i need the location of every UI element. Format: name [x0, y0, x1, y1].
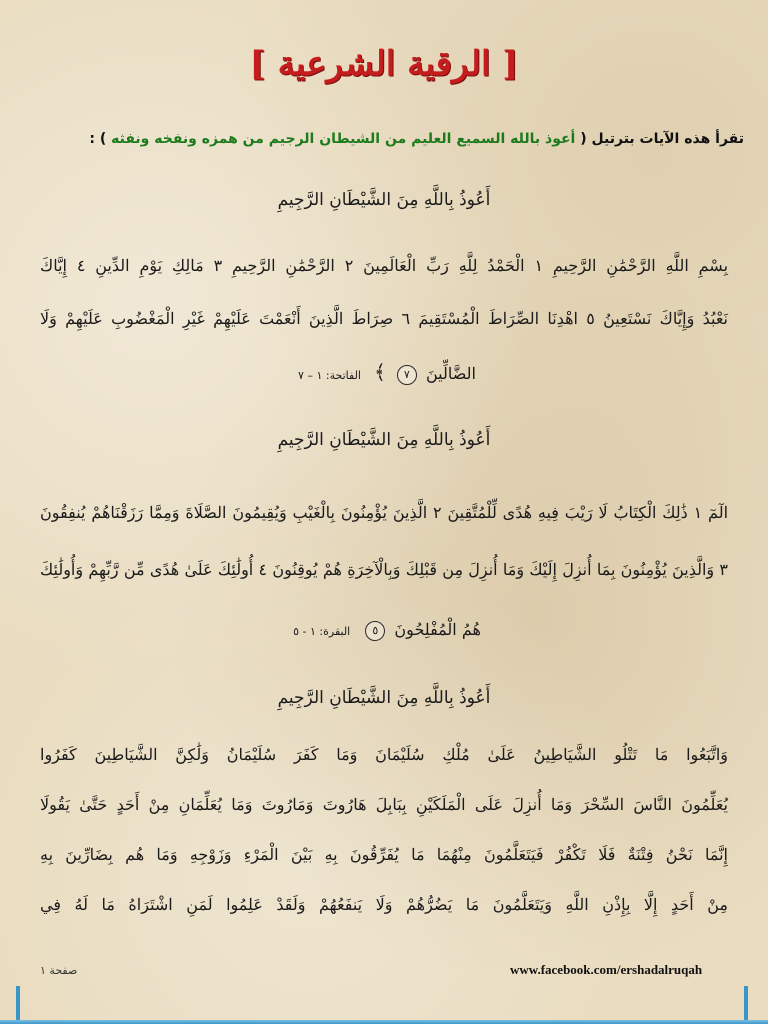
closing-bracket-ornament: ﴾	[374, 360, 386, 384]
intro-suffix: ) :	[89, 131, 107, 147]
facebook-link[interactable]: www.facebook.com/ershadalruqah	[510, 962, 703, 977]
decorative-bar-right	[744, 986, 748, 1024]
verse-text: هُمُ الْمُفْلِحُونَ	[394, 620, 481, 639]
istiadha-2: أَعُوذُ بِاللَّهِ مِنَ الشَّيْطَانِ الرَّجِيمِ	[277, 430, 491, 450]
intro-instruction	[24, 131, 744, 147]
intro-highlight: أعوذ بالله السميع العليم من الشيطان الرجيم من همزه ونفخه ونفثه	[111, 131, 576, 147]
istiadha-1: أَعُوذُ بِاللَّهِ مِنَ الشَّيْطَانِ الرَّجِيمِ	[277, 190, 491, 210]
baqarah-b-line-3: إِنَّمَا نَحْنُ فِتْنَةٌ فَلَا تَكْفُرْ فَيَتَعَلَّمُونَ مِنْهُمَا مَا يُفَرِّقُونَ بِهِ بَيْنَ الْمَرْءِ وَزَوْجِهِ وَمَا هُم بِضَارِّينَ بِهِ	[40, 845, 728, 864]
page-number: صفحة ١	[40, 964, 78, 977]
decorative-bottom-line	[0, 1020, 768, 1024]
verse-text: الضَّالِّينَ	[425, 364, 476, 383]
surah-reference: البقرة: ١ - ٥	[293, 625, 351, 638]
baqarah-b-line-1: وَاتَّبَعُوا مَا تَتْلُو الشَّيَاطِينُ عَلَىٰ مُلْكِ سُلَيْمَانَ وَمَا كَفَرَ سُلَيْمَانُ وَلَٰكِنَّ الشَّيَاطِينَ كَفَرُوا	[40, 745, 728, 764]
fatiha-line-2: نَعْبُدُ وَإِيَّاكَ نَسْتَعِينُ ٥ اهْدِنَا الصِّرَاطَ الْمُسْتَقِيمَ ٦ صِرَاطَ الَّذِينَ أَنْعَمْتَ عَلَيْهِمْ غَيْرِ الْمَغْضُوبِ عَلَيْهِمْ وَلَا	[40, 309, 729, 328]
intro-prefix: تقرأ هذه الآيات بترتيل (	[580, 131, 744, 147]
baqarah-a-line-3	[40, 620, 728, 641]
baqarah-a-line-1: الٓمٓ ١ ذَٰلِكَ الْكِتَابُ لَا رَيْبَ فِيهِ هُدًى لِّلْمُتَّقِينَ ٢ الَّذِينَ يُؤْمِنُونَ بِالْغَيْبِ وَيُقِيمُونَ الصَّلَاةَ وَمِمَّا رَزَقْنَاهُمْ يُنفِقُونَ	[40, 503, 729, 522]
fatiha-line-3	[40, 360, 728, 385]
istiadha-3: أَعُوذُ بِاللَّهِ مِنَ الشَّيْطَانِ الرَّجِيمِ	[277, 688, 491, 708]
ayah-marker: ٧	[397, 365, 417, 385]
page-title: [ الرقية الشرعية ]	[249, 44, 519, 84]
baqarah-b-line-2: يُعَلِّمُونَ النَّاسَ السِّحْرَ وَمَا أُنزِلَ عَلَى الْمَلَكَيْنِ بِبَابِلَ هَارُوتَ وَمَارُوتَ وَمَا يُعَلِّمَانِ مِنْ أَحَدٍ حَتَّىٰ يَقُولَا	[40, 795, 728, 814]
ayah-marker: ٥	[365, 621, 385, 641]
decorative-bar-left	[16, 986, 20, 1024]
surah-reference: الفاتحة: ١ – ٧	[298, 369, 361, 382]
baqarah-a-line-2: ٣ وَالَّذِينَ يُؤْمِنُونَ بِمَا أُنزِلَ إِلَيْكَ وَمَا أُنزِلَ مِن قَبْلِكَ وَبِالْآخِرَةِ هُمْ يُوقِنُونَ ٤ أُولَٰئِكَ عَلَىٰ هُدًى مِّن رَّبِّهِمْ وَأُولَٰئِكَ	[40, 560, 729, 579]
fatiha-line-1: بِسْمِ اللَّهِ الرَّحْمَٰنِ الرَّحِيمِ ١ الْحَمْدُ لِلَّهِ رَبِّ الْعَالَمِينَ ٢ الرَّحْمَٰنِ الرَّحِيمِ ٣ مَالِكِ يَوْمِ الدِّينِ ٤ إِيَّاكَ	[40, 256, 729, 275]
baqarah-b-line-4: مِنْ أَحَدٍ إِلَّا بِإِذْنِ اللَّهِ وَيَتَعَلَّمُونَ مَا يَضُرُّهُمْ وَلَا يَنفَعُهُمْ وَلَقَدْ عَلِمُوا لَمَنِ اشْتَرَاهُ مَا لَهُ فِي	[40, 895, 728, 914]
